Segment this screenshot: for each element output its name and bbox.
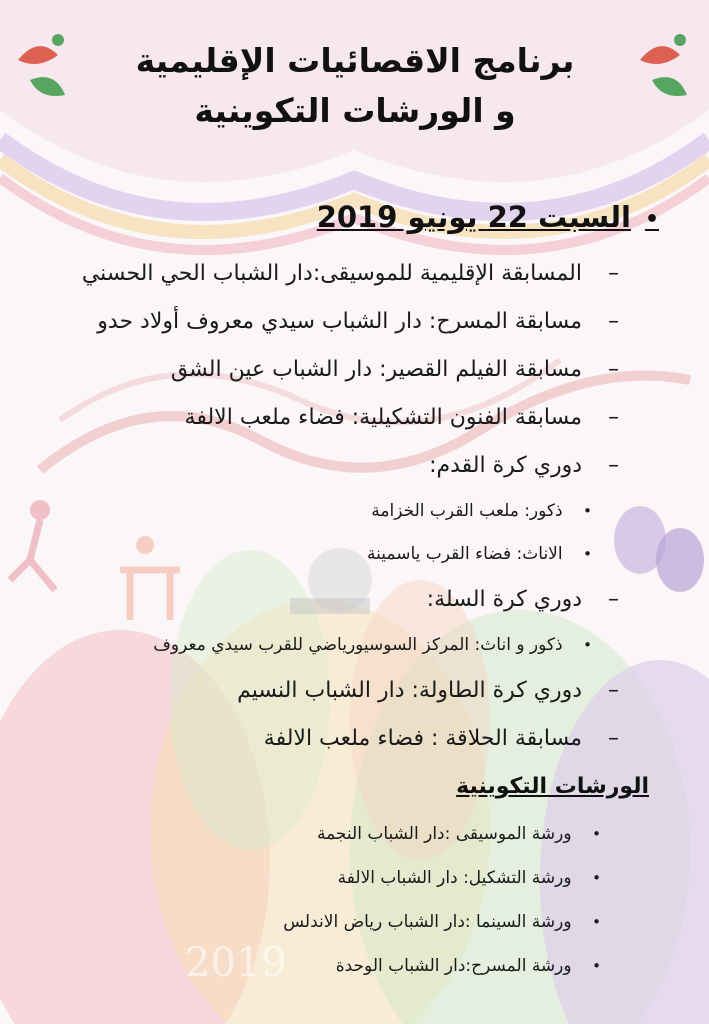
list-item-text: مسابقة الفنون التشكيلية: فضاء ملعب الالفة <box>184 405 582 430</box>
dash-icon: – <box>608 261 619 286</box>
dash-icon: – <box>608 453 619 478</box>
list-item <box>19 250 619 298</box>
list-item <box>19 346 619 394</box>
event-list <box>19 250 619 763</box>
workshop-text: ورشة التشكيل: دار الشباب الالفة <box>337 868 572 888</box>
workshop-item <box>41 856 601 900</box>
bullet-icon: • <box>583 502 592 520</box>
dash-icon: – <box>608 309 619 334</box>
workshop-item <box>41 812 601 856</box>
dash-icon: – <box>608 357 619 382</box>
workshop-text: ورشة السينما :دار الشباب رياض الاندلس <box>283 912 572 932</box>
title-line: و الورشات التكوينية <box>194 91 516 130</box>
bullet-icon: • <box>592 957 601 975</box>
workshop-text: ورشة المسرح:دار الشباب الوحدة <box>335 956 572 976</box>
bullet-icon: • <box>583 636 592 654</box>
dash-icon: – <box>608 405 619 430</box>
list-item-text: دوري كرة القدم: <box>429 453 582 478</box>
sub-list-item <box>19 490 619 533</box>
list-item-text: المسابقة الإقليمية للموسيقى:دار الشباب الحي الحسني <box>81 261 582 286</box>
workshops-list <box>41 812 601 988</box>
sub-list-item <box>19 624 619 667</box>
bullet-icon: • <box>592 913 601 931</box>
list-item <box>19 394 619 442</box>
workshops-title: الورشات التكوينية <box>456 774 649 799</box>
workshop-text: ورشة الموسيقى :دار الشباب النجمة <box>316 824 572 844</box>
dash-icon: – <box>608 587 619 612</box>
list-item <box>19 442 619 490</box>
date-heading-text: السبت 22 يونيو 2019 <box>316 200 631 234</box>
bullet-icon: • <box>644 206 659 232</box>
dash-icon: – <box>608 678 619 703</box>
list-item-text: الاناث: فضاء القرب ياسمينة <box>367 544 563 564</box>
list-item <box>19 576 619 624</box>
list-item-text: دوري كرة السلة: <box>426 587 582 612</box>
list-item-text: مسابقة المسرح: دار الشباب سيدي معروف أولاد حدو <box>97 309 582 334</box>
program-title <box>120 36 590 136</box>
bullet-icon: • <box>592 825 601 843</box>
workshop-item <box>41 944 601 988</box>
workshop-item <box>41 900 601 944</box>
list-item <box>19 298 619 346</box>
bullet-icon: • <box>583 545 592 563</box>
list-item <box>19 667 619 715</box>
dash-icon: – <box>608 726 619 751</box>
title-line: برنامج الاقصائيات الإقليمية <box>135 41 575 80</box>
sub-list-item <box>19 533 619 576</box>
list-item-text: دوري كرة الطاولة: دار الشباب النسيم <box>237 678 582 703</box>
list-item-text: مسابقة الفيلم القصير: دار الشباب عين الشق <box>170 357 582 382</box>
watermark-year: 2019 <box>185 940 287 986</box>
list-item-text: مسابقة الحلاقة : فضاء ملعب الالفة <box>263 726 582 751</box>
list-item-text: ذكور و اناث: المركز السوسيورياضي للقرب سيدي معروف <box>153 635 563 655</box>
date-heading <box>317 200 659 234</box>
list-item <box>19 715 619 763</box>
bullet-icon: • <box>592 869 601 887</box>
list-item-text: ذكور: ملعب القرب الخزامة <box>371 501 563 521</box>
